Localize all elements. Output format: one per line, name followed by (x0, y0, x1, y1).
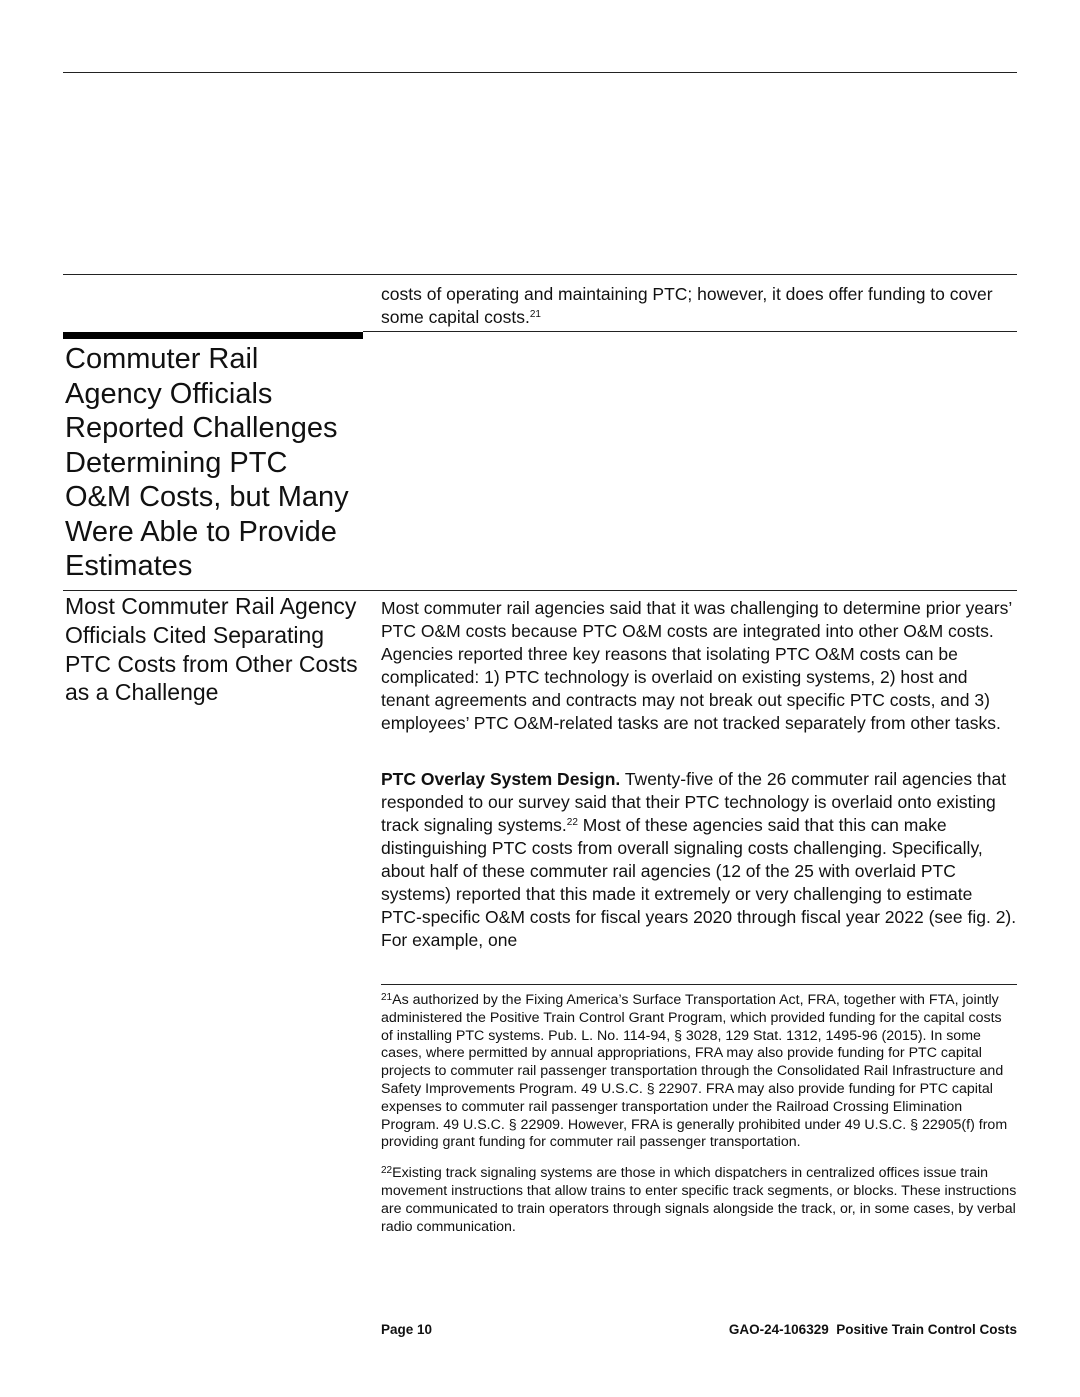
text-column-rule (363, 331, 1017, 332)
footnote-22 (381, 1165, 1017, 1236)
report-id: GAO-24-106329 Positive Train Control Costs (728, 1322, 1017, 1337)
continuation-text: costs of operating and maintaining PTC; however, it does offer funding to cover some capital costs. (381, 284, 993, 327)
paragraph-2-text-a: Twenty-five of the 26 commuter rail agencies that responded to our survey said that their PTC technology is overlaid onto existing track signaling systems. (381, 769, 1007, 835)
paragraph-2-text-b: Most of these agencies said that this can make distinguishing PTC costs from overall signaling costs challenging. Specifically, about half of these commuter rail agencies (12 of the 25 with overlaid PTC systems) reported that this made it extremely or very challenging to estimate PTC-specific O&M costs for fiscal years 2020 through fiscal year 2022 (see fig. 2). For example, one (381, 815, 1017, 950)
footnote-ref-22[interactable]: 22 (566, 817, 578, 828)
continuation-paragraph (381, 283, 1017, 329)
footnote-number: 21 (381, 992, 393, 1003)
footnote-number: 22 (381, 1165, 393, 1177)
heading-thick-rule (63, 332, 363, 339)
page-number: Page 10 (381, 1322, 433, 1337)
section-heading: Commuter Rail Agency Officials Reported Challenges Determining PTC O&M Costs, but Many Were Able to Provide Estimates (65, 343, 349, 582)
body-paragraph-1: Most commuter rail agencies said that it was challenging to determine prior years’ PTC O&M costs because PTC O&M costs are integrated into other O&M costs. Agencies reported three key reasons that isolating PTC O&M costs can be complicated: 1) PTC technology is overlaid on existing systems, 2) host and tenant agreements and contracts may not break out specific PTC costs, and 3) employees’ PTC O&M-related tasks are not tracked separately from other tasks. (381, 598, 1012, 733)
footnotes (381, 992, 1017, 1249)
top-rule (63, 72, 1017, 73)
subsection-heading: Most Commuter Rail Agency Officials Cited Separating PTC Costs from Other Costs as a Challenge (65, 593, 358, 706)
footnote-21 (381, 992, 1017, 1152)
body-paragraph-2 (381, 768, 1017, 952)
footnote-text: Existing track signaling systems are those in which dispatchers in centralized offices issue train movement instructions that allow trains to enter specific track segments, or blocks. These instructions are communicated to train operators through signals alongside the track, or, in some cases, by verbal radio communication. (381, 1165, 1017, 1235)
footnote-text: As authorized by the Fixing America’s Surface Transportation Act, FRA, together with FTA, jointly administered the Positive Train Control Grant Program, which provided funding for the capital costs of installing PTC systems. Pub. L. No. 114-94, § 3028, 129 Stat. 1312, 1495-96 (2015). In some cases, where permitted by annual appropriations, FRA may also provide funding for PTC capital projects to commuter rail passenger transportation through the Consolidated Rail Infrastructure and Safety Improvements Program. 49 U.S.C. § 22907. FRA may also provide funding for PTC capital expenses to commuter rail passenger transportation under the Railroad Crossing Elimination Program. 49 U.S.C. § 22909. However, FRA is generally prohibited under 49 U.S.C. § 22905(f) from providing grant funding for commuter rail passenger transportation. (381, 992, 1008, 1151)
run-in-heading: PTC Overlay System Design. (381, 769, 621, 789)
subsection-rule (63, 590, 1017, 591)
section-top-rule (63, 274, 1017, 275)
footnote-ref-21[interactable]: 21 (529, 309, 541, 320)
footnote-separator (381, 984, 1017, 985)
